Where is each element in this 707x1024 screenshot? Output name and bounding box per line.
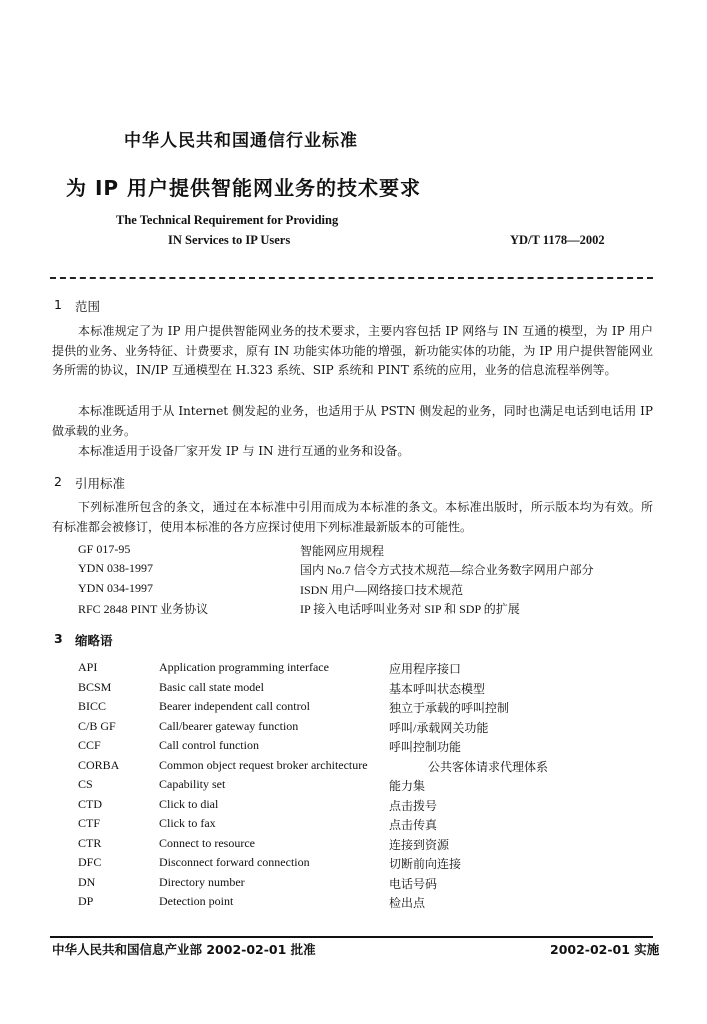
abbr-chinese: 独立于承载的呼叫控制 (389, 701, 510, 715)
abbr-chinese: 检出点 (389, 896, 426, 910)
abbr-chinese: 应用程序接口 (389, 662, 462, 676)
footer-effective-date: 2002-02-01 实施 (550, 942, 660, 957)
abbreviation-row (0, 758, 707, 777)
english-title-line1: The Technical Requirement for Providing (116, 213, 339, 227)
abbreviation-row (0, 719, 707, 738)
header-divider (50, 277, 653, 279)
standard-category: 中华人民共和国通信行业标准 (124, 131, 358, 151)
reference-code: GF 017-95 (78, 542, 131, 556)
abbr-term: CTD (78, 797, 102, 811)
abbr-chinese: 公共客体请求代理体系 (428, 760, 549, 774)
abbr-english: Detection point (159, 894, 234, 908)
reference-title: ISDN 用户—网络接口技术规范 (300, 583, 464, 597)
abbreviation-row (0, 699, 707, 718)
footer-approval: 中华人民共和国信息产业部 2002-02-01 批准 (52, 942, 316, 957)
abbr-term: CS (78, 777, 93, 791)
abbr-english: Call/bearer gateway function (159, 719, 299, 733)
reference-code: YDN 038-1997 (78, 561, 153, 575)
english-title-line2: IN Services to IP Users (168, 233, 291, 247)
abbr-term: DN (78, 875, 96, 889)
abbr-term: DFC (78, 855, 102, 869)
abbr-english: Connect to resource (159, 836, 255, 850)
abbreviation-row (0, 836, 707, 855)
abbr-term: CORBA (78, 758, 120, 772)
abbr-english: Capability set (159, 777, 226, 791)
abbr-term: BICC (78, 699, 107, 713)
section2-heading: 引用标准 (75, 476, 126, 491)
abbreviation-row (0, 816, 707, 835)
abbr-chinese: 点击传真 (389, 818, 438, 832)
footer-divider (50, 936, 653, 938)
reference-title: 智能网应用规程 (300, 544, 385, 558)
abbreviation-row (0, 680, 707, 699)
section1-heading: 范围 (75, 299, 101, 314)
abbr-term: BCSM (78, 680, 112, 694)
section1-number: 1 (54, 297, 62, 312)
abbr-english: Directory number (159, 875, 245, 889)
abbr-chinese: 基本呼叫状态模型 (389, 682, 486, 696)
reference-title: 国内 No.7 信令方式技术规范—综合业务数字网用户部分 (300, 563, 594, 577)
abbreviation-row (0, 875, 707, 894)
section3-number: 3 (54, 631, 63, 646)
reference-code: RFC 2848 PINT 业务协议 (78, 602, 209, 616)
section1-paragraph-3: 本标准适用于设备厂家开发 IP 与 IN 进行互通的业务和设备。 (78, 444, 410, 458)
abbreviation-row (0, 738, 707, 757)
reference-code: YDN 034-1997 (78, 581, 153, 595)
abbr-english: Call control function (159, 738, 259, 752)
abbr-english: Basic call state model (159, 680, 264, 694)
abbr-chinese: 点击拨号 (389, 799, 438, 813)
abbr-chinese: 切断前向连接 (389, 857, 462, 871)
section2-intro: 下列标准所包含的条文，通过在本标准中引用而成为本标准的条文。本标准出版时，所示版本均为有效。所有标准都会被修订，使用本标准的各方应探讨使用下列标准最新版本的可能性。 (52, 500, 653, 534)
reference-title: IP 接入电话呼叫业务对 SIP 和 SDP 的扩展 (300, 602, 520, 616)
abbr-english: Click to fax (159, 816, 216, 830)
abbr-chinese: 呼叫控制功能 (389, 740, 462, 754)
abbreviation-row (0, 660, 707, 679)
section1-paragraph-1: 本标准规定了为 IP 用户提供智能网业务的技术要求，主要内容包括 IP 网络与 IN 互通的模型，为 IP 用户提供的业务、业务特征、计费要求，原有 IN 功能实体功能的增强，新功能实体的功能，为 IP 用户提供智能网业务所需的协议，IN/IP 互通模型在 H.323 系统、SIP 系统和 PINT 系统的应用，业务的信息流程举例等。 (52, 324, 653, 377)
document-title: 为 IP 用户提供智能网业务的技术要求 (66, 176, 422, 200)
abbreviation-row (0, 797, 707, 816)
abbr-english: Common object request broker architecture (159, 758, 368, 772)
abbr-term: C/B GF (78, 719, 116, 733)
abbr-term: CTR (78, 836, 102, 850)
abbr-chinese: 呼叫/承载网关功能 (389, 721, 489, 735)
section2-number: 2 (54, 474, 62, 489)
abbr-term: DP (78, 894, 94, 908)
abbr-english: Bearer independent call control (159, 699, 310, 713)
standard-number: YD/T 1178—2002 (510, 233, 605, 247)
abbreviation-row (0, 894, 707, 913)
section1-paragraph-2: 本标准既适用于从 Internet 侧发起的业务，也适用于从 PSTN 侧发起的业务，同时也满足电话到电话用 IP 做承载的业务。 (52, 404, 653, 438)
abbr-chinese: 能力集 (389, 779, 426, 793)
abbr-chinese: 连接到资源 (389, 838, 450, 852)
abbr-english: Application programming interface (159, 660, 329, 674)
abbr-english: Disconnect forward connection (159, 855, 310, 869)
abbr-term: CTF (78, 816, 101, 830)
abbreviation-row (0, 777, 707, 796)
abbr-term: CCF (78, 738, 101, 752)
abbr-english: Click to dial (159, 797, 219, 811)
abbr-term: API (78, 660, 98, 674)
section3-heading: 缩略语 (75, 633, 113, 648)
abbreviation-row (0, 855, 707, 874)
abbr-chinese: 电话号码 (389, 877, 438, 891)
